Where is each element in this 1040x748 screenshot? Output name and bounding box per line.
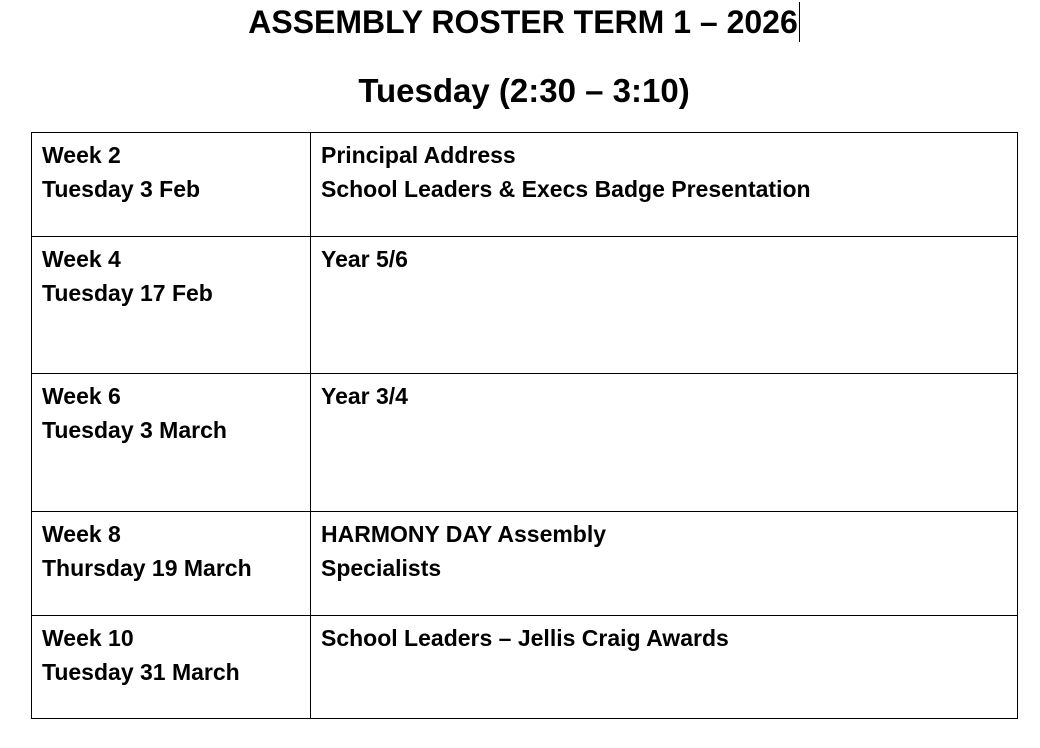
details-cell — [311, 616, 1018, 719]
week-label: Week 8 — [42, 521, 121, 547]
title-text: ASSEMBLY ROSTER TERM 1 – 2026 — [248, 4, 798, 40]
text-cursor — [799, 2, 800, 42]
date-label: Tuesday 3 Feb — [42, 176, 201, 202]
week-label: Week 6 — [42, 383, 121, 409]
week-cell — [32, 133, 311, 237]
week-cell — [32, 237, 311, 374]
detail-line: HARMONY DAY Assembly — [321, 521, 607, 547]
table-row — [32, 374, 1018, 512]
date-label: Tuesday 17 Feb — [42, 280, 213, 306]
week-cell — [32, 374, 311, 512]
details-cell — [311, 237, 1018, 374]
detail-line: School Leaders – Jellis Craig Awards — [321, 625, 729, 651]
roster-table — [31, 132, 1018, 719]
detail-line: Year 5/6 — [321, 246, 408, 272]
detail-line: School Leaders & Execs Badge Presentation — [321, 176, 811, 202]
week-cell — [32, 512, 311, 616]
details-cell — [311, 512, 1018, 616]
table-row — [32, 512, 1018, 616]
document-title — [0, 2, 1040, 42]
table-row — [32, 616, 1018, 719]
table-row — [32, 237, 1018, 374]
week-label: Week 10 — [42, 625, 134, 651]
date-label: Tuesday 31 March — [42, 659, 240, 685]
week-label: Week 2 — [42, 142, 121, 168]
detail-line: Specialists — [321, 555, 442, 581]
date-label: Thursday 19 March — [42, 555, 252, 581]
details-cell — [311, 133, 1018, 237]
week-cell — [32, 616, 311, 719]
details-cell — [311, 374, 1018, 512]
detail-line: Principal Address — [321, 142, 516, 168]
document-subtitle: Tuesday (2:30 – 3:10) — [358, 72, 690, 109]
table-row — [32, 133, 1018, 237]
week-label: Week 4 — [42, 246, 121, 272]
date-label: Tuesday 3 March — [42, 417, 227, 443]
detail-line: Year 3/4 — [321, 383, 408, 409]
